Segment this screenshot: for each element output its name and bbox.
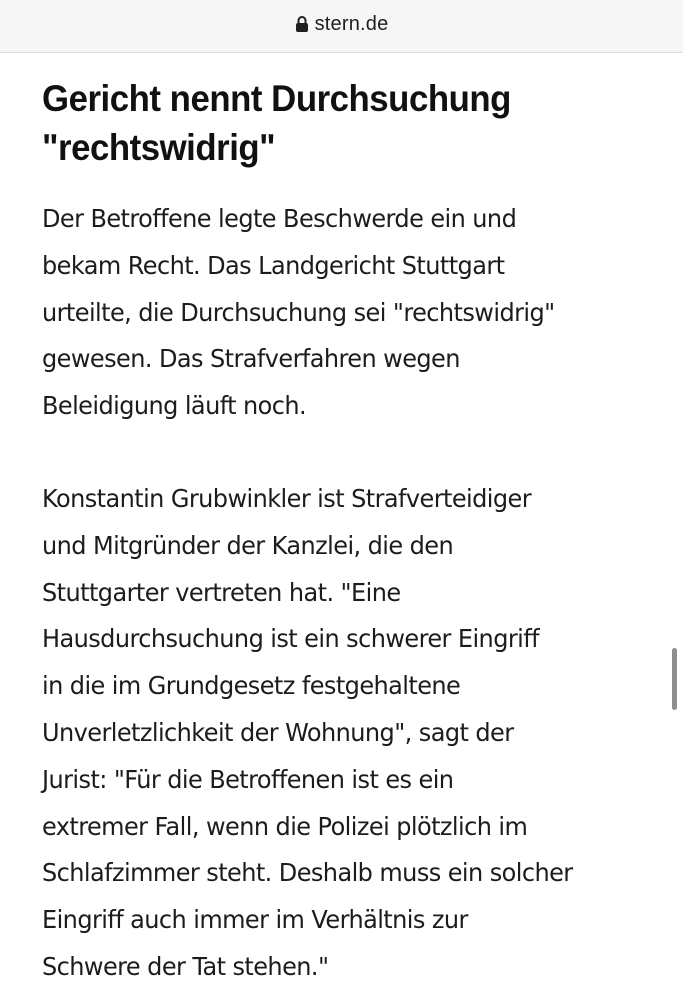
paragraph-line: Stuttgarter vertreten hat. "Eine: [42, 577, 401, 607]
paragraph-line: Unverletzlichkeit der Wohnung", sagt der: [42, 717, 514, 747]
headline-line: "rechtswidrig": [42, 127, 276, 168]
paragraph-line: Eingriff auch immer im Verhältnis zur: [42, 905, 468, 935]
lock-icon: [295, 15, 309, 33]
paragraph-line: Schwere der Tat stehen.": [42, 951, 329, 981]
url-text[interactable]: stern.de: [314, 12, 389, 35]
address-bar-content[interactable]: [295, 13, 389, 36]
paragraph-line: urteilte, die Durchsuchung sei "rechtswidrig": [42, 297, 555, 327]
paragraph-line: bekam Recht. Das Landgericht Stuttgart: [42, 250, 505, 280]
paragraph-line: Jurist: "Für die Betroffenen ist es ein: [42, 764, 454, 794]
article-paragraph: [42, 476, 637, 991]
paragraph-line: und Mitgründer der Kanzlei, die den: [42, 530, 454, 560]
paragraph-line: Beleidigung läuft noch.: [42, 391, 307, 421]
article-paragraph: [42, 196, 637, 430]
page-scrollbar[interactable]: [672, 648, 677, 710]
headline-line: Gericht nennt Durchsuchung: [42, 78, 511, 119]
paragraph-line: Der Betroffene legte Beschwerde ein und: [42, 204, 517, 233]
paragraph-line: gewesen. Das Strafverfahren wegen: [42, 344, 460, 374]
paragraph-line: extremer Fall, wenn die Polizei plötzlich im: [42, 811, 528, 841]
article-subheadline: [42, 74, 644, 172]
paragraph-line: Hausdurchsuchung ist ein schwerer Eingriff: [42, 624, 539, 654]
paragraph-line: in die im Grundgesetz festgehaltene: [42, 671, 461, 701]
paragraph-line: Schlafzimmer steht. Deshalb muss ein solcher: [42, 858, 573, 888]
browser-address-bar[interactable]: [0, 0, 683, 53]
article-body: [42, 74, 652, 991]
paragraph-line: Konstantin Grubwinkler ist Strafverteidiger: [42, 483, 531, 513]
